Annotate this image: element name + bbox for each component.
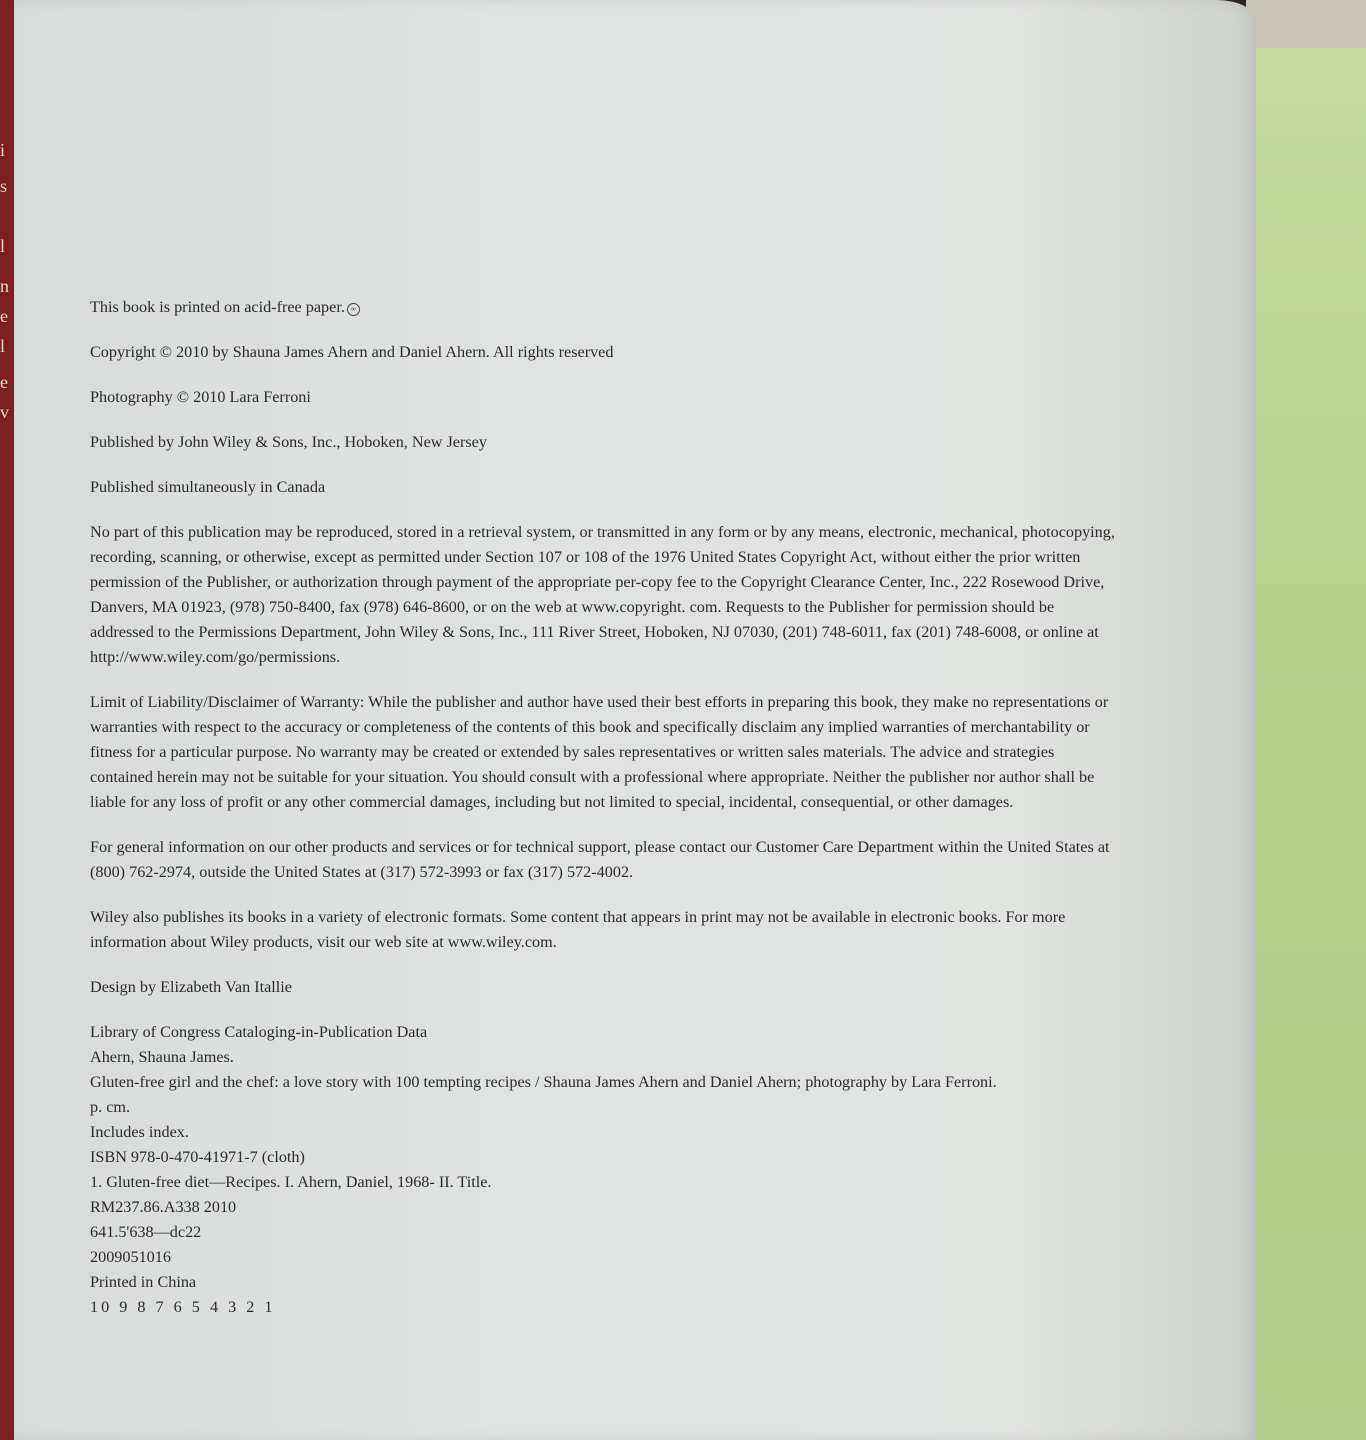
cip-line: p. cm. [90, 1098, 131, 1116]
cip-line: Printed in China [90, 1273, 197, 1291]
cip-line: 641.5'638—dc22 [90, 1223, 202, 1241]
simultaneous-publication: Published simultaneously in Canada [90, 478, 326, 496]
liability-disclaimer: Limit of Liability/Disclaimer of Warranty: While the publisher and author have used their best efforts in preparing this book, they make no representations or warranties with respect to the accuracy or completeness of the contents of this book and specifically disclaim any implied warranties of merchantability or fitness for a particular purpose. No warranty may be created or extended by sales representatives or written sales materials. The advice and strategies contained herein may not be suitable for your situation. You should consult with a professional where appropriate. Neither the publisher nor author shall be liable for any loss of profit or any other commercial damages, including but not limited to special, incidental, consequential, or other damages. [90, 693, 1109, 811]
electronic-formats: Wiley also publishes its books in a variety of electronic formats. Some content that appears in print may not be available in electronic books. For more information about Wiley products, visit our web site at www.wiley.com. [90, 908, 1066, 951]
printing-number-line: 10 9 8 7 6 5 4 3 2 1 [90, 1298, 276, 1316]
cip-line: 2009051016 [90, 1248, 171, 1266]
paper-note: This book is printed on acid-free paper. ∞ [90, 295, 1120, 320]
cip-line: Library of Congress Cataloging-in-Publication Data [90, 1023, 428, 1041]
cip-line: ISBN 978-0-470-41971-7 (cloth) [90, 1148, 305, 1166]
cip-line: RM237.86.A338 2010 [90, 1198, 237, 1216]
cip-line: Gluten-free girl and the chef: a love story with 100 tempting recipes / Shauna James Ahern and Daniel Ahern; photography by Lara Ferroni. [90, 1073, 997, 1091]
reproduction-notice: No part of this publication may be reproduced, stored in a retrieval system, or transmitted in any form or by any means, electronic, mechanical, photocopying, recording, scanning, or otherwise, except as permitted under Section 107 or 108 of the 1976 United States Copyright Act, without either the prior written permission of the Publisher, or authorization through payment of the appropriate per-copy fee to the Copyright Clearance Center, Inc., 222 Rosewood Drive, Danvers, MA 01923, (978) 750-8400, fax (978) 646-8600, or on the web at www.copyright. com. Requests to the Publisher for permission should be addressed to the Permissions Department, John Wiley & Sons, Inc., 111 River Street, Hoboken, NJ 07030, (201) 748-6011, fax (201) 748-6008, or online at http://www.wiley.com/go/permissions. [90, 523, 1115, 666]
acid-free-icon: ∞ [347, 303, 360, 316]
copyright-content [90, 295, 1120, 1320]
design-credit: Design by Elizabeth Van Itallie [90, 978, 292, 996]
copyright-page [14, 0, 1256, 1440]
support-info: For general information on our other products and services or for technical support, please contact our Customer Care Department within the United States at (800) 762-2974, outside the United States at (317) 572-3993 or fax (317) 572-4002. [90, 838, 1110, 881]
publisher-line: Published by John Wiley & Sons, Inc., Hoboken, New Jersey [90, 433, 487, 451]
cip-line: Includes index. [90, 1123, 189, 1141]
photography-credit: Photography © 2010 Lara Ferroni [90, 388, 311, 406]
cip-data-block [90, 1020, 1120, 1320]
cip-line: 1. Gluten-free diet—Recipes. I. Ahern, Daniel, 1968- II. Title. [90, 1173, 492, 1191]
cip-line: Ahern, Shauna James. [90, 1048, 234, 1066]
copyright-line: Copyright © 2010 by Shauna James Ahern and Daniel Ahern. All rights reserved [90, 343, 614, 361]
adjacent-red-book: i s l n e l e v [0, 0, 14, 1440]
